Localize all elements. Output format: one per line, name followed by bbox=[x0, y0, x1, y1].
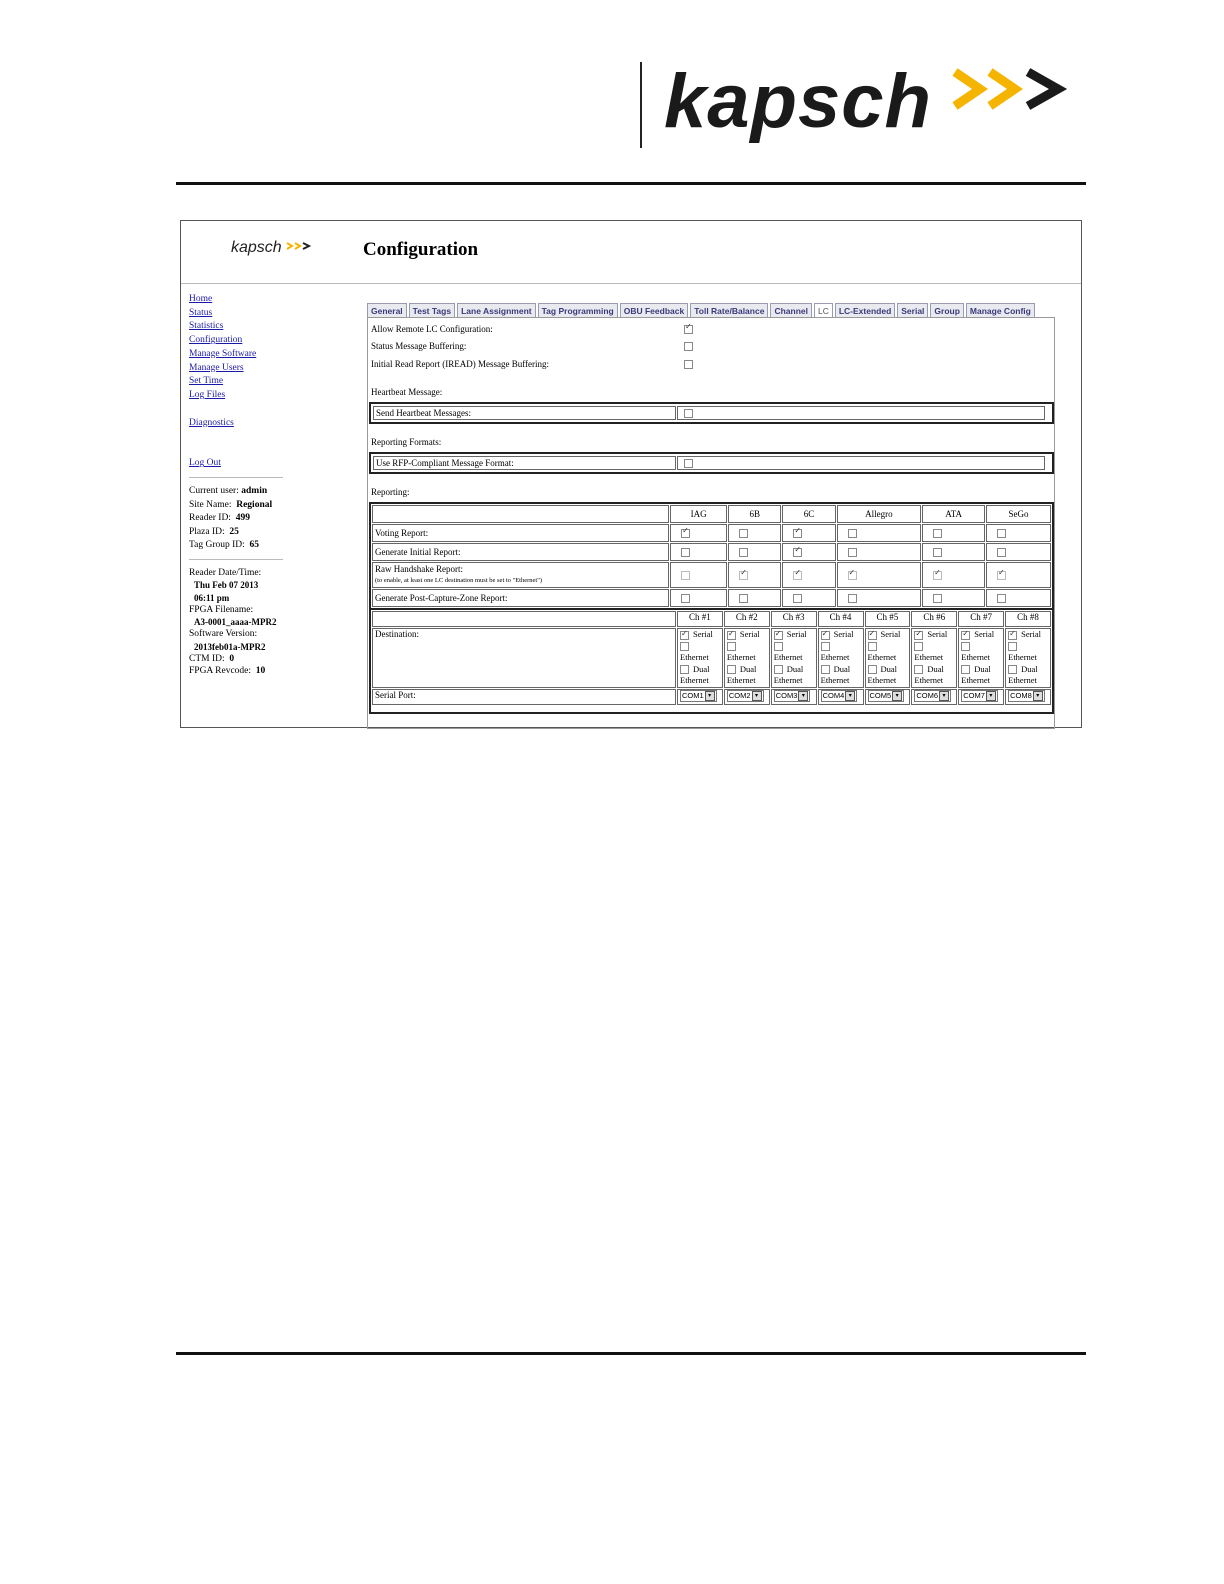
software-version-label: Software Version: bbox=[189, 629, 258, 640]
current-user-value: admin bbox=[241, 486, 268, 496]
dest-option-serial bbox=[961, 629, 1001, 641]
ethernet-label: Ethernet bbox=[820, 652, 850, 663]
tab-obu-feedback[interactable]: OBU Feedback bbox=[620, 303, 688, 318]
dest-option-ethernet bbox=[774, 641, 814, 664]
nav-link-status[interactable]: Status bbox=[189, 307, 213, 318]
channel-header-5: Ch #5 bbox=[865, 611, 911, 627]
send-heartbeat-cell bbox=[677, 406, 1045, 420]
dest-option-serial bbox=[821, 629, 861, 641]
channel-header-3: Ch #3 bbox=[771, 611, 817, 627]
dual-ethernet-checkbox[interactable] bbox=[1008, 665, 1017, 674]
heartbeat-row bbox=[369, 402, 1054, 424]
serial-port-select-ch5[interactable] bbox=[868, 690, 905, 702]
report-check-cell bbox=[728, 543, 781, 561]
configuration-screenshot bbox=[180, 220, 1082, 728]
protocol-header-ata: ATA bbox=[922, 505, 985, 523]
report-checkbox-allegro[interactable] bbox=[848, 571, 857, 580]
nav-link-manage-software[interactable]: Manage Software bbox=[189, 348, 257, 359]
destination-table-frame bbox=[369, 608, 1054, 714]
current-user-label: Current user: bbox=[189, 486, 239, 496]
software-version-value: 2013feb01a-MPR2 bbox=[194, 641, 266, 652]
nav-link-statistics[interactable]: Statistics bbox=[189, 321, 224, 332]
dual-ethernet-label: Dual Ethernet bbox=[726, 663, 757, 686]
report-check-cell bbox=[837, 589, 922, 607]
report-row-label: Generate Post-Capture-Zone Report: bbox=[375, 593, 508, 603]
header-rule bbox=[176, 182, 1086, 185]
date-value: Thu Feb 07 2013 bbox=[194, 580, 259, 591]
nav-link-set-time[interactable]: Set Time bbox=[189, 376, 224, 387]
report-checkbox-6c[interactable] bbox=[793, 594, 802, 603]
report-check-cell bbox=[728, 589, 781, 607]
serial-checkbox[interactable] bbox=[680, 631, 689, 640]
report-checkbox-6c[interactable] bbox=[793, 548, 802, 557]
fpga-filename-label: FPGA Filename: bbox=[189, 604, 254, 615]
serial-checkbox[interactable] bbox=[727, 631, 736, 640]
report-check-cell bbox=[670, 589, 727, 607]
document-logo bbox=[640, 59, 1080, 148]
report-check-cell bbox=[837, 562, 922, 588]
tab-toll-rate-balance[interactable]: Toll Rate/Balance bbox=[690, 303, 768, 318]
report-checkbox-allegro[interactable] bbox=[848, 594, 857, 603]
chevron-down-icon: ▾ bbox=[752, 691, 762, 701]
dest-option-serial bbox=[680, 629, 720, 641]
dual-ethernet-checkbox[interactable] bbox=[961, 665, 970, 674]
serial-port-cell bbox=[865, 689, 911, 705]
serial-port-row bbox=[372, 689, 1051, 705]
serial-port-select-ch4[interactable] bbox=[821, 690, 858, 702]
serial-checkbox[interactable] bbox=[914, 631, 923, 640]
dest-option-dual-ethernet bbox=[727, 664, 767, 687]
dest-option-serial bbox=[914, 629, 954, 641]
report-check-cell bbox=[986, 562, 1051, 588]
protocol-header-iag: IAG bbox=[670, 505, 727, 523]
reader-status-info bbox=[189, 567, 354, 678]
dest-option-ethernet bbox=[680, 641, 720, 664]
report-checkbox-allegro[interactable] bbox=[848, 548, 857, 557]
protocol-header-allegro: Allegro bbox=[837, 505, 922, 523]
report-checkbox-6b[interactable] bbox=[739, 571, 748, 580]
destination-cell-ch7 bbox=[958, 628, 1004, 688]
serial-port-select-ch7[interactable] bbox=[961, 690, 998, 702]
report-checkbox-6b[interactable] bbox=[739, 594, 748, 603]
serial-label: Serial bbox=[739, 629, 760, 639]
report-row-raw-handshake-report bbox=[372, 562, 1051, 588]
nav-link-configuration[interactable]: Configuration bbox=[189, 335, 243, 346]
chevron-down-icon: ▾ bbox=[939, 691, 949, 701]
reader-info bbox=[189, 485, 354, 553]
report-row-voting-report bbox=[372, 524, 1051, 542]
serial-port-cell bbox=[911, 689, 957, 705]
serial-port-value: COM7 bbox=[963, 691, 985, 700]
ethernet-label: Ethernet bbox=[1008, 652, 1037, 663]
serial-port-cell bbox=[724, 689, 770, 705]
destination-cell-ch4 bbox=[818, 628, 864, 688]
report-row-label: Generate Initial Report: bbox=[375, 547, 461, 557]
rfp-format-checkbox[interactable] bbox=[684, 459, 693, 468]
report-row-label: Raw Handshake Report: bbox=[375, 564, 463, 574]
report-check-cell bbox=[922, 543, 985, 561]
ethernet-label: Ethernet bbox=[914, 652, 944, 663]
dest-option-ethernet bbox=[821, 641, 861, 664]
destination-cell-ch2 bbox=[724, 628, 770, 688]
tab-general[interactable]: General bbox=[367, 303, 407, 318]
ethernet-checkbox[interactable] bbox=[680, 642, 689, 651]
app-logo-text: kapsch bbox=[231, 239, 282, 256]
report-check-cell bbox=[728, 524, 781, 542]
report-checkbox-6c[interactable] bbox=[793, 571, 802, 580]
channel-header-row bbox=[372, 611, 1051, 627]
serial-label: Serial bbox=[833, 629, 854, 639]
report-check-cell bbox=[922, 524, 985, 542]
tag-group-value: 65 bbox=[249, 540, 260, 551]
ctm-id-value: 0 bbox=[229, 654, 235, 665]
destination-cell-ch1 bbox=[677, 628, 723, 688]
report-row-label-cell bbox=[372, 524, 669, 542]
iread-buffering-checkbox[interactable] bbox=[684, 360, 693, 369]
app-logo bbox=[231, 239, 331, 263]
tab-group[interactable]: Group bbox=[930, 303, 964, 318]
nav-link-log-files[interactable]: Log Files bbox=[189, 389, 226, 400]
sidebar-nav bbox=[189, 293, 289, 471]
report-check-cell bbox=[782, 589, 835, 607]
report-checkbox-sego[interactable] bbox=[997, 594, 1006, 603]
dest-option-dual-ethernet bbox=[821, 664, 861, 687]
status-buffering-checkbox[interactable] bbox=[684, 342, 693, 351]
ctm-id-label: CTM ID: bbox=[189, 654, 225, 665]
reader-id-label: Reader ID: bbox=[189, 513, 231, 524]
dest-option-ethernet bbox=[1008, 641, 1048, 664]
destination-cell-ch3 bbox=[771, 628, 817, 688]
report-checkbox-sego[interactable] bbox=[997, 529, 1006, 538]
reporting-header-row bbox=[372, 505, 1051, 523]
dest-option-serial bbox=[1008, 629, 1048, 641]
reporting-table-frame bbox=[369, 502, 1054, 610]
fpga-revcode-label: FPGA Revcode: bbox=[189, 666, 252, 677]
tab-tag-programming[interactable]: Tag Programming bbox=[538, 303, 618, 318]
tab-channel[interactable]: Channel bbox=[770, 303, 812, 318]
tab-test-tags[interactable]: Test Tags bbox=[409, 303, 455, 318]
report-check-cell bbox=[986, 589, 1051, 607]
report-checkbox-ata[interactable] bbox=[933, 571, 942, 580]
report-row-generate-post-capture-zone-report bbox=[372, 589, 1051, 607]
reporting-formats-heading: Reporting Formats: bbox=[371, 437, 442, 447]
dual-ethernet-checkbox[interactable] bbox=[868, 665, 877, 674]
report-check-cell bbox=[922, 589, 985, 607]
chevron-down-icon: ▾ bbox=[705, 691, 715, 701]
allow-remote-lc-checkbox[interactable] bbox=[684, 325, 693, 334]
report-check-cell bbox=[837, 543, 922, 561]
destination-row bbox=[372, 628, 1051, 688]
dest-option-serial bbox=[868, 629, 908, 641]
ethernet-label: Ethernet bbox=[867, 652, 897, 663]
serial-port-cell bbox=[771, 689, 817, 705]
serial-port-value: COM1 bbox=[682, 691, 704, 700]
report-check-cell bbox=[782, 543, 835, 561]
ethernet-checkbox[interactable] bbox=[1008, 642, 1017, 651]
serial-port-value: COM8 bbox=[1010, 691, 1032, 700]
channel-header-2: Ch #2 bbox=[724, 611, 770, 627]
report-check-cell bbox=[986, 524, 1051, 542]
report-row-label-cell bbox=[372, 589, 669, 607]
report-checkbox-iag[interactable] bbox=[681, 594, 690, 603]
serial-port-value: COM5 bbox=[869, 691, 892, 700]
reporting-heading: Reporting: bbox=[371, 487, 410, 497]
reporting-table bbox=[371, 504, 1052, 608]
serial-label: Serial bbox=[927, 629, 948, 639]
ethernet-checkbox[interactable] bbox=[868, 642, 877, 651]
report-checkbox-iag[interactable] bbox=[681, 571, 690, 580]
report-check-cell bbox=[782, 524, 835, 542]
report-row-label: Voting Report: bbox=[375, 528, 429, 538]
dual-ethernet-label: Dual Ethernet bbox=[961, 663, 991, 686]
serial-checkbox[interactable] bbox=[774, 631, 783, 640]
tag-group-label: Tag Group ID: bbox=[189, 540, 245, 551]
channel-header-6: Ch #6 bbox=[911, 611, 957, 627]
app-logo-arrows-icon bbox=[286, 241, 314, 253]
kapsch-logo-text: kapsch bbox=[664, 59, 932, 144]
dest-option-dual-ethernet bbox=[774, 664, 814, 687]
report-checkbox-iag[interactable] bbox=[681, 548, 690, 557]
destination-corner-cell bbox=[372, 611, 676, 627]
dual-ethernet-checkbox[interactable] bbox=[680, 665, 689, 674]
serial-label: Serial bbox=[974, 629, 995, 639]
tab-lane-assignment[interactable]: Lane Assignment bbox=[457, 303, 536, 318]
report-checkbox-6b[interactable] bbox=[739, 548, 748, 557]
ethernet-checkbox[interactable] bbox=[961, 642, 970, 651]
report-checkbox-sego[interactable] bbox=[997, 571, 1006, 580]
chevron-down-icon: ▾ bbox=[986, 691, 996, 701]
ethernet-checkbox[interactable] bbox=[774, 642, 783, 651]
ethernet-label: Ethernet bbox=[680, 652, 709, 663]
dest-option-dual-ethernet bbox=[961, 664, 1001, 687]
chevron-down-icon: ▾ bbox=[892, 691, 902, 701]
serial-port-select-ch6[interactable] bbox=[914, 690, 951, 702]
protocol-header-6b: 6B bbox=[728, 505, 781, 523]
report-check-cell bbox=[837, 524, 922, 542]
chevron-down-icon: ▾ bbox=[1033, 691, 1043, 701]
send-heartbeat-checkbox[interactable] bbox=[684, 409, 693, 418]
channel-header-7: Ch #7 bbox=[958, 611, 1004, 627]
report-checkbox-ata[interactable] bbox=[933, 594, 942, 603]
serial-label: Serial bbox=[693, 629, 713, 639]
report-checkbox-iag[interactable] bbox=[681, 529, 690, 538]
report-row-label-cell bbox=[372, 562, 669, 588]
datetime-label: Reader Date/Time: bbox=[189, 568, 262, 578]
allow-remote-lc-label: Allow Remote LC Configuration: bbox=[371, 324, 493, 334]
report-row-note: (to enable, at least one LC destination must be set to "Ethernet") bbox=[375, 577, 543, 584]
dual-ethernet-checkbox[interactable] bbox=[774, 665, 783, 674]
nav-link-home[interactable]: Home bbox=[189, 294, 213, 304]
ethernet-checkbox[interactable] bbox=[727, 642, 736, 651]
dual-ethernet-label: Dual Ethernet bbox=[820, 663, 851, 686]
logo-divider bbox=[640, 62, 642, 148]
heartbeat-heading: Heartbeat Message: bbox=[371, 387, 443, 397]
lc-config-panel bbox=[367, 317, 1055, 729]
dual-ethernet-checkbox[interactable] bbox=[914, 665, 923, 674]
dual-ethernet-checkbox[interactable] bbox=[821, 665, 830, 674]
channel-header-8: Ch #8 bbox=[1005, 611, 1051, 627]
dest-option-dual-ethernet bbox=[914, 664, 954, 687]
dest-option-ethernet bbox=[914, 641, 954, 664]
serial-port-select-ch3[interactable] bbox=[774, 690, 811, 702]
sidebar-divider bbox=[189, 559, 283, 560]
report-checkbox-allegro[interactable] bbox=[848, 529, 857, 538]
serial-port-select-ch8[interactable] bbox=[1008, 690, 1045, 702]
chevron-down-icon: ▾ bbox=[845, 691, 855, 701]
dual-ethernet-label: Dual Ethernet bbox=[914, 663, 944, 686]
destination-table bbox=[371, 610, 1052, 706]
serial-checkbox[interactable] bbox=[868, 631, 877, 640]
dual-ethernet-label: Dual Ethernet bbox=[773, 663, 804, 686]
nav-link-manage-users[interactable]: Manage Users bbox=[189, 362, 244, 373]
ethernet-checkbox[interactable] bbox=[914, 642, 923, 651]
serial-label: Serial bbox=[880, 629, 901, 639]
channel-header-4: Ch #4 bbox=[818, 611, 864, 627]
dual-ethernet-label: Dual Ethernet bbox=[1008, 663, 1038, 686]
serial-port-value: COM2 bbox=[728, 691, 751, 700]
report-checkbox-6b[interactable] bbox=[739, 529, 748, 538]
serial-port-value: COM3 bbox=[775, 691, 798, 700]
serial-port-select-ch1[interactable] bbox=[680, 690, 717, 702]
send-heartbeat-label: Send Heartbeat Messages: bbox=[373, 406, 676, 420]
channel-header-1: Ch #1 bbox=[677, 611, 723, 627]
report-checkbox-6c[interactable] bbox=[793, 529, 802, 538]
report-checkbox-ata[interactable] bbox=[933, 548, 942, 557]
tab-manage-config[interactable]: Manage Config bbox=[966, 303, 1035, 318]
rfp-format-row bbox=[369, 452, 1054, 474]
iread-buffering-label: Initial Read Report (IREAD) Message Buffering: bbox=[371, 359, 550, 369]
rfp-format-cell bbox=[677, 456, 1045, 470]
protocol-header-6c: 6C bbox=[782, 505, 835, 523]
dest-option-serial bbox=[727, 629, 767, 641]
rfp-format-label: Use RFP-Compliant Message Format: bbox=[373, 456, 676, 470]
destination-cell-ch8 bbox=[1005, 628, 1051, 688]
dual-ethernet-checkbox[interactable] bbox=[727, 665, 736, 674]
serial-label: Serial bbox=[786, 629, 807, 639]
plaza-id-label: Plaza ID: bbox=[189, 526, 225, 537]
serial-port-cell bbox=[1005, 689, 1051, 705]
dual-ethernet-label: Dual Ethernet bbox=[867, 663, 898, 686]
serial-checkbox[interactable] bbox=[961, 631, 970, 640]
serial-port-label: Serial Port: bbox=[372, 689, 676, 705]
config-tabs bbox=[367, 303, 1035, 317]
dest-option-dual-ethernet bbox=[1008, 664, 1048, 687]
reporting-corner-cell bbox=[372, 505, 669, 523]
serial-port-select-ch2[interactable] bbox=[727, 690, 764, 702]
site-name-value: Regional bbox=[236, 499, 273, 510]
plaza-id-value: 25 bbox=[229, 526, 239, 537]
fpga-revcode-value: 10 bbox=[255, 666, 266, 677]
tab-lc[interactable]: LC bbox=[814, 303, 833, 318]
serial-port-cell bbox=[958, 689, 1004, 705]
sidebar-divider bbox=[189, 477, 283, 478]
dest-option-ethernet bbox=[727, 641, 767, 664]
ethernet-label: Ethernet bbox=[961, 652, 991, 663]
serial-port-cell bbox=[818, 689, 864, 705]
serial-checkbox[interactable] bbox=[821, 631, 830, 640]
report-check-cell bbox=[670, 543, 727, 561]
fpga-filename-value: A3-0001_aaaa-MPR2 bbox=[194, 617, 277, 628]
serial-port-cell bbox=[677, 689, 723, 705]
destination-cell-ch5 bbox=[865, 628, 911, 688]
report-checkbox-sego[interactable] bbox=[997, 548, 1006, 557]
dest-option-serial bbox=[774, 629, 814, 641]
ethernet-checkbox[interactable] bbox=[821, 642, 830, 651]
report-check-cell bbox=[728, 562, 781, 588]
status-buffering-label: Status Message Buffering: bbox=[371, 341, 467, 351]
header-divider bbox=[181, 283, 1081, 284]
dest-option-dual-ethernet bbox=[680, 664, 720, 687]
footer-rule bbox=[176, 1352, 1086, 1355]
tab-serial[interactable]: Serial bbox=[897, 303, 928, 318]
site-name-label: Site Name: bbox=[189, 499, 232, 510]
ethernet-label: Ethernet bbox=[773, 652, 803, 663]
report-check-cell bbox=[922, 562, 985, 588]
ethernet-label: Ethernet bbox=[726, 652, 756, 663]
dest-option-dual-ethernet bbox=[868, 664, 908, 687]
report-checkbox-ata[interactable] bbox=[933, 529, 942, 538]
tab-lc-extended[interactable]: LC-Extended bbox=[835, 303, 895, 318]
serial-port-value: COM4 bbox=[822, 691, 845, 700]
report-check-cell bbox=[670, 524, 727, 542]
dest-option-ethernet bbox=[868, 641, 908, 664]
reader-id-value: 499 bbox=[235, 513, 250, 524]
nav-link-diagnostics[interactable]: Diagnostics bbox=[189, 417, 234, 428]
serial-port-value: COM6 bbox=[916, 691, 939, 700]
report-check-cell bbox=[986, 543, 1051, 561]
protocol-header-sego: SeGo bbox=[986, 505, 1051, 523]
page-title: Configuration bbox=[363, 239, 479, 260]
dual-ethernet-label: Dual Ethernet bbox=[680, 663, 710, 686]
serial-checkbox[interactable] bbox=[1008, 631, 1017, 640]
report-row-label-cell bbox=[372, 543, 669, 561]
dest-option-ethernet bbox=[961, 641, 1001, 664]
logo-arrows-icon bbox=[950, 64, 1070, 124]
report-check-cell bbox=[782, 562, 835, 588]
destination-cell-ch6 bbox=[911, 628, 957, 688]
report-row-generate-initial-report bbox=[372, 543, 1051, 561]
chevron-down-icon: ▾ bbox=[798, 691, 808, 701]
time-value: 06:11 pm bbox=[194, 592, 230, 603]
serial-label: Serial bbox=[1021, 629, 1041, 639]
nav-link-logout[interactable]: Log Out bbox=[189, 458, 221, 469]
destination-label: Destination: bbox=[372, 628, 676, 688]
report-check-cell bbox=[670, 562, 727, 588]
